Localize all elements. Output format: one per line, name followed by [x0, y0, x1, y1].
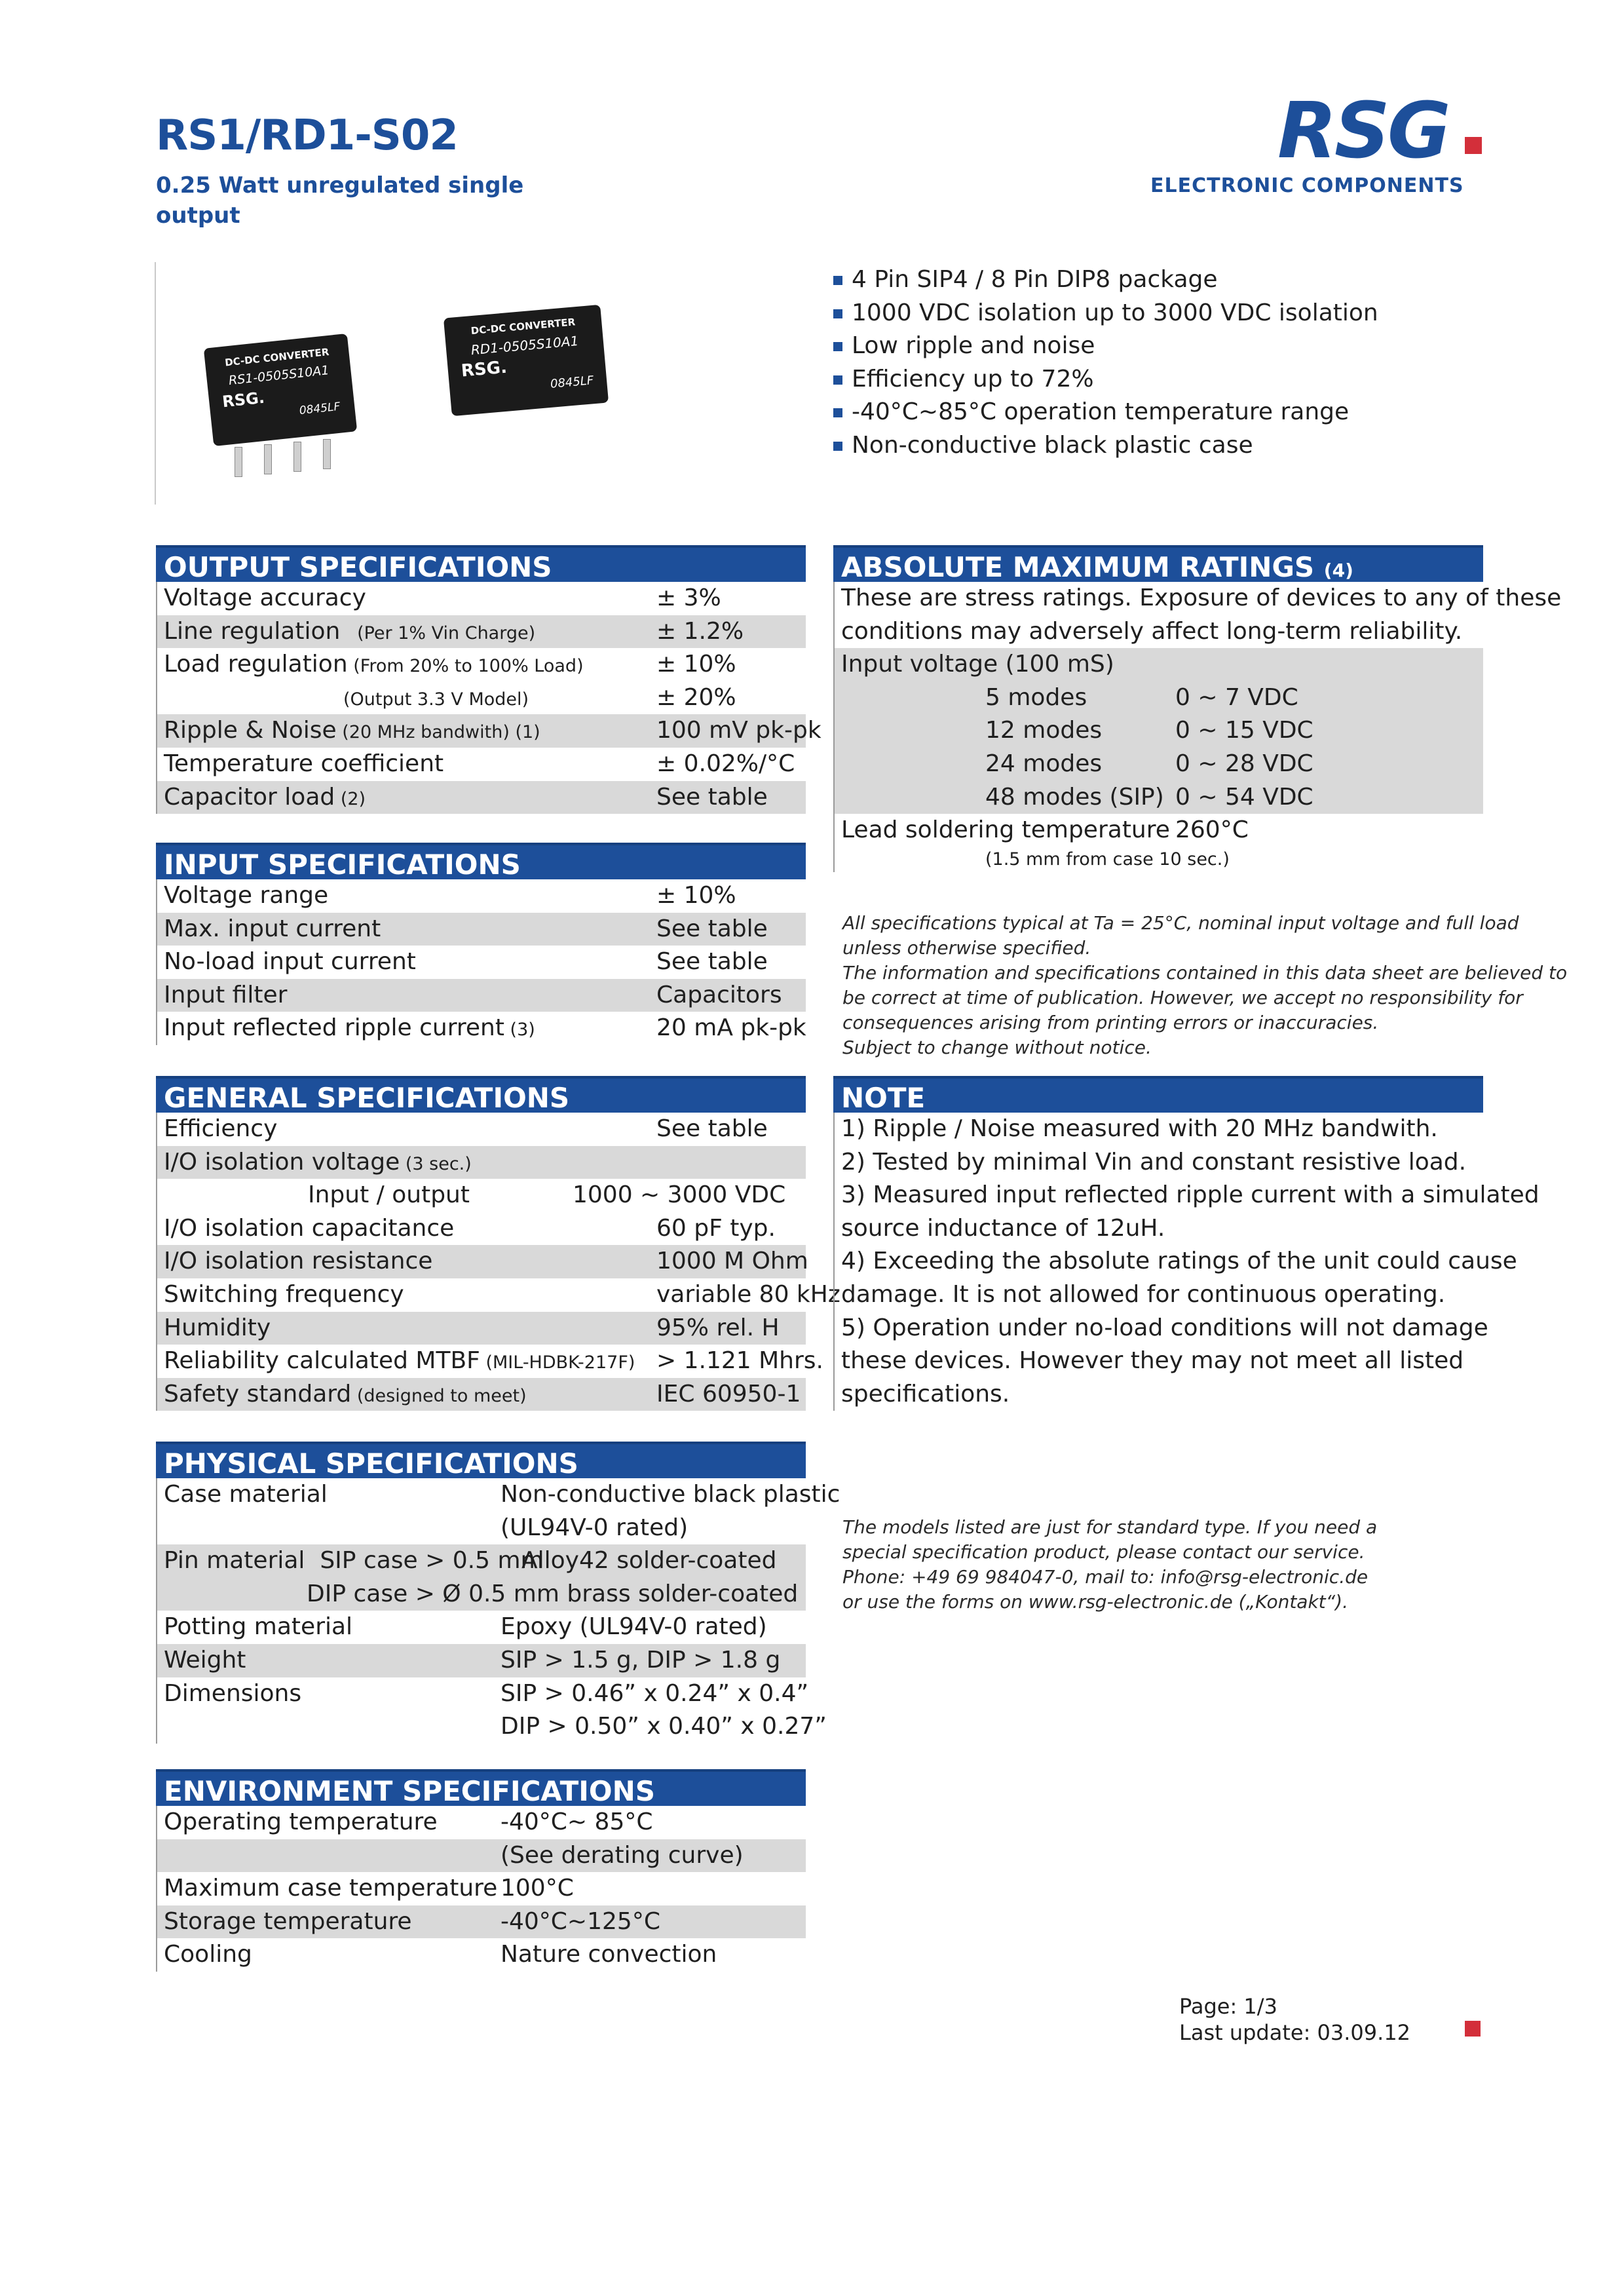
spec-note: (MIL-HDBK-217F)	[480, 1352, 635, 1373]
spec-value: ± 10%	[656, 651, 736, 678]
spec-value: See table	[656, 783, 768, 811]
table-row	[157, 582, 806, 615]
table-row	[157, 946, 806, 979]
contact-line: The models listed are just for standard type. If you need a	[842, 1516, 1378, 1538]
table-row	[157, 1839, 806, 1873]
table-row	[157, 1806, 806, 1839]
lead-value: 260°C	[1175, 816, 1249, 844]
disclaimer-line: unless otherwise specified.	[842, 937, 1091, 959]
contact-line: or use the forms on www.rsg-electronic.de („Kontakt“).	[842, 1591, 1348, 1613]
table-row	[835, 714, 1483, 748]
spec-label: Operating temperature	[164, 1808, 438, 1835]
absolute-ratings-note: (4)	[1323, 560, 1353, 581]
table-row	[157, 1710, 827, 1744]
contact-info	[842, 1515, 1377, 1615]
table-row	[835, 582, 1562, 615]
spec-label: Reliability calculated MTBF	[164, 1347, 480, 1375]
input-specifications	[156, 843, 806, 1045]
disclaimer-line: The information and specifications contained in this data sheet are believed to	[842, 962, 1568, 984]
absolute-intro: conditions may adversely affect long-term reliability.	[841, 617, 1463, 645]
table-row	[835, 681, 1483, 715]
table-row	[157, 781, 806, 814]
lead-label: Lead soldering temperature	[841, 816, 1170, 844]
last-update: Last update: 03.09.12	[1179, 2020, 1411, 2045]
table-row	[157, 1677, 809, 1711]
logo-red-square	[1465, 137, 1482, 154]
table-row	[835, 781, 1483, 814]
mode-label: 5 modes	[985, 683, 1087, 711]
rsg-logo: RSG	[1277, 85, 1448, 176]
spec-note: (3 sec.)	[400, 1153, 472, 1174]
spec-value: DIP > 0.50” x 0.40” x 0.27”	[500, 1713, 827, 1740]
input-spec-header: INPUT SPECIFICATIONS	[156, 843, 806, 879]
general-specifications	[156, 1076, 840, 1411]
table-row	[157, 1113, 806, 1146]
feature-item: Low ripple and noise	[833, 330, 1378, 363]
spec-label: Storage temperature	[164, 1907, 412, 1935]
note-section	[833, 1076, 1539, 1411]
spec-label: Pin material SIP case > 0.5 mm	[164, 1547, 544, 1575]
spec-label: Humidity	[164, 1314, 271, 1341]
spec-value: ± 3%	[656, 584, 721, 611]
spec-label: Max. input current	[164, 915, 381, 942]
note-line: 5) Operation under no-load conditions will not damage	[841, 1314, 1488, 1341]
chip-pin	[235, 447, 242, 477]
spec-value: Non-conductive black plastic	[500, 1481, 840, 1508]
spec-value: 95% rel. H	[656, 1314, 780, 1341]
table-row	[157, 1212, 806, 1246]
table-row	[835, 748, 1483, 781]
note-line: specifications.	[841, 1380, 1010, 1407]
table-row	[835, 847, 1483, 872]
disclaimer-line: Subject to change without notice.	[842, 1037, 1152, 1058]
spec-value: 60 pF typ.	[656, 1214, 776, 1242]
logo-tagline: ELECTRONIC COMPONENTS	[1150, 174, 1464, 197]
spec-value: SIP > 1.5 g, DIP > 1.8 g	[500, 1646, 781, 1674]
spec-value: 1000 ~ 3000 VDC	[573, 1181, 786, 1209]
spec-label: Switching frequency	[164, 1280, 404, 1308]
spec-note: (3)	[504, 1020, 535, 1041]
feature-list	[833, 263, 1378, 463]
table-row	[157, 979, 806, 1012]
spec-value: 100 mV pk-pk	[656, 717, 821, 744]
spec-label: Efficiency	[164, 1115, 278, 1142]
general-spec-header: GENERAL SPECIFICATIONS	[156, 1076, 806, 1113]
chip-pin	[293, 442, 301, 472]
environment-spec-header: ENVIRONMENT SPECIFICATIONS	[156, 1769, 806, 1806]
spec-label: Safety standard	[164, 1380, 352, 1407]
table-row	[157, 748, 806, 781]
spec-value: ± 20%	[656, 683, 736, 711]
table-row	[157, 1578, 806, 1611]
page-title: RS1/RD1-S02	[156, 111, 458, 160]
table-row	[157, 1312, 806, 1345]
page-subtitle: 0.25 Watt unregulated single output	[156, 172, 524, 229]
spec-note: (20 MHz bandwith) (1)	[336, 722, 540, 743]
chip-rs1	[204, 334, 357, 446]
spec-value: See table	[656, 915, 768, 942]
chip-rd1-line2: RD1-0505S10A1	[470, 332, 580, 358]
output-specifications	[156, 545, 821, 814]
table-row	[157, 615, 806, 649]
spec-note: (Output 3.3 V Model)	[343, 689, 529, 710]
spec-label: Capacitor load	[164, 783, 335, 811]
spec-label: DIP case > Ø 0.5 mm brass solder-coated	[307, 1580, 799, 1607]
table-row	[157, 1378, 806, 1411]
spec-value: 1000 M Ohm	[656, 1248, 808, 1275]
spec-value: > 1.121 Mhrs.	[656, 1347, 823, 1375]
spec-label: Cooling	[164, 1941, 252, 1968]
absolute-maximum-ratings	[833, 545, 1562, 872]
disclaimer-line: consequences arising from printing errors or inaccuracies.	[842, 1012, 1379, 1033]
spec-label: Maximum case temperature	[164, 1875, 498, 1902]
spec-value: SIP > 0.46” x 0.24” x 0.4”	[500, 1679, 809, 1707]
page-number: Page: 1/3	[1179, 1994, 1277, 2019]
table-row	[157, 1544, 806, 1578]
disclaimer-line: All specifications typical at Ta = 25°C, nominal input voltage and full load	[842, 912, 1519, 934]
table-row	[157, 1905, 806, 1939]
note-line: source inductance of 12uH.	[841, 1214, 1165, 1242]
note-line: 2) Tested by minimal Vin and constant resistive load.	[841, 1148, 1467, 1176]
table-row	[157, 913, 806, 946]
chip-rd1-line3: RSG.	[460, 357, 508, 381]
spec-label: Dimensions	[164, 1679, 302, 1707]
table-row	[835, 615, 1483, 649]
table-row	[157, 1611, 806, 1644]
spec-value: 20 mA pk-pk	[656, 1014, 806, 1042]
feature-item: Non-conductive black plastic case	[833, 429, 1378, 463]
table-row	[157, 1278, 840, 1312]
note-line: 4) Exceeding the absolute ratings of the unit could cause	[841, 1248, 1517, 1275]
spec-label: Input filter	[164, 981, 288, 1008]
environment-specifications	[156, 1769, 806, 1972]
spec-note: (From 20% to 100% Load)	[347, 656, 584, 677]
spec-label: Line regulation	[164, 617, 341, 645]
spec-value: ± 10%	[656, 882, 736, 909]
spec-label: Input / output	[308, 1181, 470, 1209]
table-row	[157, 1146, 806, 1179]
product-photo	[155, 262, 641, 505]
table-row	[157, 1345, 823, 1378]
spec-value: See table	[656, 948, 768, 976]
spec-label: No-load input current	[164, 948, 416, 976]
chip-rd1-line1: DC-DC CONVERTER	[470, 316, 576, 337]
chip-rs1-line3: RSG.	[221, 388, 266, 411]
table-row	[157, 648, 806, 681]
chip-rd1	[444, 305, 609, 416]
note-line: these devices. However they may not meet all listed	[841, 1347, 1464, 1375]
chip-pin	[323, 439, 331, 469]
spec-value: Alloy42 solder-coated	[521, 1547, 777, 1575]
table-row	[157, 1012, 806, 1045]
physical-specifications	[156, 1442, 840, 1744]
feature-item: 1000 VDC isolation up to 3000 VDC isolation	[833, 297, 1378, 330]
chip-rd1-line4: 0845LF	[550, 373, 594, 391]
spec-note: (Per 1% Vin Charge)	[340, 622, 536, 643]
mode-value: 0 ~ 15 VDC	[1175, 717, 1313, 744]
table-row	[157, 1512, 806, 1545]
table-row	[157, 1938, 806, 1972]
table-row	[835, 648, 1483, 681]
spec-value: See table	[656, 1115, 768, 1142]
footer	[1179, 1993, 1410, 2046]
table-row	[157, 1872, 806, 1905]
spec-value: variable 80 kHz	[656, 1280, 840, 1308]
feature-item: Efficiency up to 72%	[833, 363, 1378, 396]
footer-red-square	[1465, 2021, 1481, 2037]
note-line: 3) Measured input reflected ripple current with a simulated	[841, 1181, 1539, 1209]
mode-label: 24 modes	[985, 750, 1103, 777]
contact-line: Phone: +49 69 984047-0, mail to: info@rsg-electronic.de	[842, 1566, 1369, 1588]
table-row	[157, 681, 806, 715]
spec-label: Voltage range	[164, 882, 329, 909]
contact-line: special specification product, please contact our service.	[842, 1541, 1365, 1563]
table-row	[157, 879, 806, 913]
mode-value: 0 ~ 7 VDC	[1175, 683, 1298, 711]
spec-label: I/O isolation resistance	[164, 1248, 433, 1275]
output-spec-header: OUTPUT SPECIFICATIONS	[156, 545, 806, 582]
feature-item: 4 Pin SIP4 / 8 Pin DIP8 package	[833, 263, 1378, 297]
table-row	[157, 1245, 806, 1278]
mode-label: 48 modes (SIP)	[985, 783, 1164, 811]
mode-value: 0 ~ 28 VDC	[1175, 750, 1313, 777]
disclaimer	[842, 911, 1567, 1060]
lead-note: (1.5 mm from case 10 sec.)	[985, 849, 1230, 870]
spec-value: ± 1.2%	[656, 617, 744, 645]
chip-rs1-line2: RS1-0505S10A1	[228, 363, 330, 389]
spec-label: I/O isolation voltage	[164, 1148, 400, 1176]
absolute-ratings-header	[833, 545, 1483, 582]
feature-item: -40°C~85°C operation temperature range	[833, 396, 1378, 429]
spec-note: (designed to meet)	[351, 1385, 527, 1406]
physical-spec-header: PHYSICAL SPECIFICATIONS	[156, 1442, 806, 1478]
spec-value: IEC 60950-1	[656, 1380, 801, 1407]
table-row	[157, 1179, 806, 1212]
spec-note: (2)	[335, 788, 366, 809]
spec-value: Epoxy (UL94V-0 rated)	[500, 1613, 767, 1641]
table-row	[157, 714, 821, 748]
chip-rs1-line4: 0845LF	[298, 400, 341, 418]
spec-label: I/O isolation capacitance	[164, 1214, 455, 1242]
spec-label: Input reflected ripple current	[164, 1014, 504, 1042]
note-header: NOTE	[833, 1076, 1483, 1113]
table-row	[157, 1478, 840, 1512]
spec-value: Capacitors	[656, 981, 782, 1008]
disclaimer-line: be correct at time of publication. However, we accept no responsibility for	[842, 987, 1523, 1008]
spec-value: -40°C~ 85°C	[500, 1808, 653, 1835]
spec-label: Ripple & Noise	[164, 717, 337, 744]
spec-label: Temperature coefficient	[164, 750, 444, 777]
spec-label: Potting material	[164, 1613, 353, 1641]
table-row	[835, 814, 1483, 847]
spec-value: 100°C	[500, 1875, 574, 1902]
spec-label: Case material	[164, 1481, 328, 1508]
chip-rs1-line1: DC-DC CONVERTER	[224, 345, 330, 369]
spec-value: Nature convection	[500, 1941, 717, 1968]
table-row	[157, 1644, 806, 1677]
spec-label: Weight	[164, 1646, 246, 1674]
mode-value: 0 ~ 54 VDC	[1175, 783, 1313, 811]
spec-value: (UL94V-0 rated)	[500, 1514, 689, 1541]
absolute-ratings-title: ABSOLUTE MAXIMUM RATINGS	[841, 551, 1315, 583]
spec-value: (See derating curve)	[500, 1841, 744, 1869]
mode-label: 12 modes	[985, 717, 1103, 744]
spec-label: Voltage accuracy	[164, 584, 366, 611]
spec-value: -40°C~125°C	[500, 1907, 660, 1935]
chip-pin	[264, 444, 272, 474]
spec-value: ± 0.02%/°C	[656, 750, 795, 777]
note-line: damage. It is not allowed for continuous operating.	[841, 1280, 1446, 1308]
input-voltage-label: Input voltage (100 mS)	[841, 651, 1114, 678]
absolute-intro: These are stress ratings. Exposure of devices to any of these	[841, 584, 1562, 611]
note-line: 1) Ripple / Noise measured with 20 MHz bandwith.	[841, 1115, 1438, 1142]
spec-label: Load regulation	[164, 651, 348, 678]
